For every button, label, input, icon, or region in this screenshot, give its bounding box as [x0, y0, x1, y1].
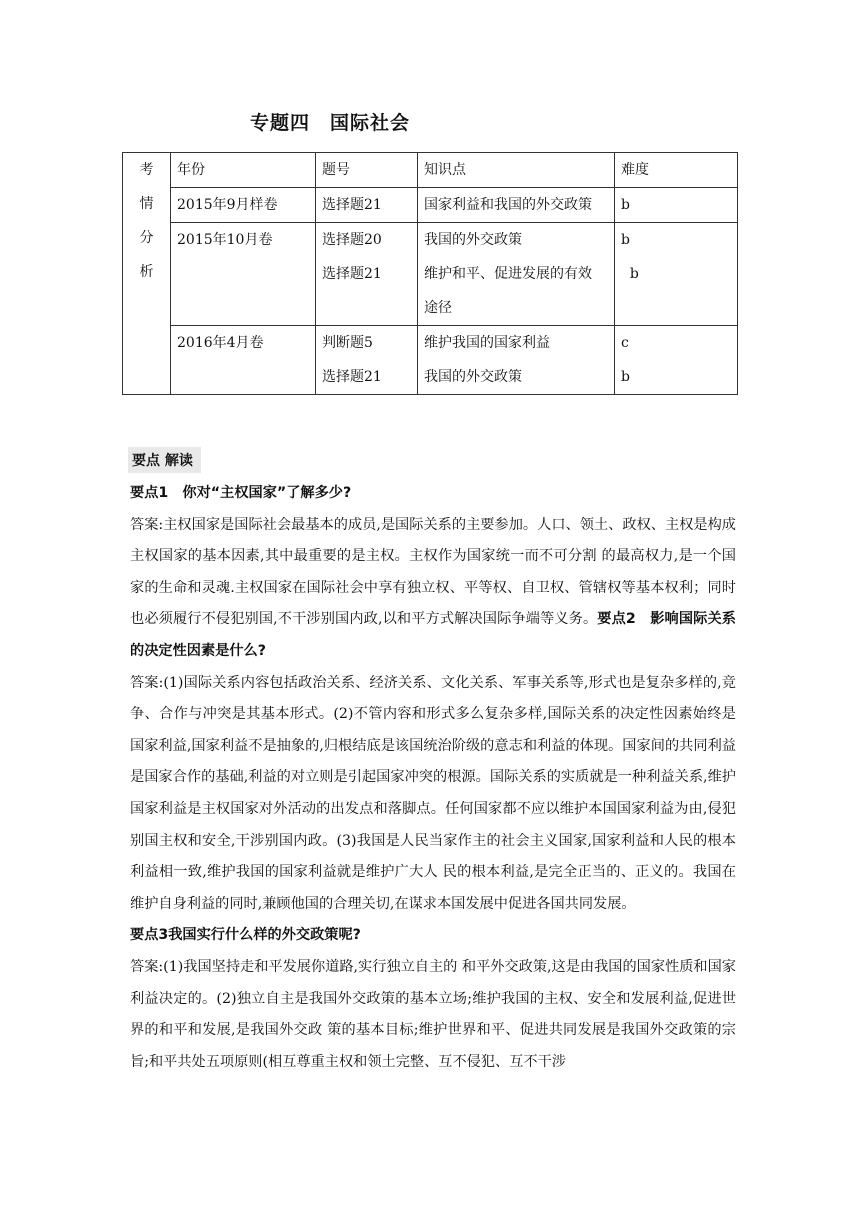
knowledge-line: 维护和平、促进发展的有效: [424, 266, 592, 282]
table-row: [123, 223, 738, 326]
cell-number: [316, 188, 418, 223]
cell-knowledge: [418, 188, 615, 223]
number-line: 选择题21: [322, 266, 382, 282]
cell-year: 2015年10月卷: [171, 223, 316, 326]
cell-knowledge: [418, 223, 615, 326]
header-number: 题号: [316, 153, 418, 188]
side-label-char: 考: [139, 162, 154, 178]
header-year: 年份: [171, 153, 316, 188]
knowledge-line: 途径: [424, 300, 452, 316]
knowledge-line: 国家利益和我国的外交政策: [424, 197, 592, 213]
exam-analysis-table: [122, 152, 738, 395]
header-difficulty: 难度: [615, 153, 738, 188]
number-line: 选择题21: [322, 369, 382, 385]
page-title: 专题四 国际社会: [250, 112, 411, 134]
difficulty-line: b: [621, 197, 630, 213]
side-label-char: 情: [139, 196, 154, 212]
side-label-char: 分: [139, 230, 154, 246]
point-question: 要点1 你对“主权国家”了解多少?: [130, 485, 352, 501]
cell-difficulty: [615, 188, 738, 223]
table-header-row: [123, 153, 738, 188]
knowledge-line: 我国的外交政策: [424, 369, 522, 385]
cell-difficulty: [615, 326, 738, 395]
section-tag: 要点 解读: [128, 447, 201, 473]
point-answer: 答案:(1)国际关系内容包括政治关系、经济关系、文化关系、军事关系等,形式也是复杂多样的,竞争、合作与冲突是其基本形式。(2)不管内容和形式多么复杂多样,国际关系的决定性因素始终是国家利益,国家利益不是抽象的,归根结底是该国统治阶级的意志和利益的体现。国家间的共同利益是国家合作的基础,利益的对立则是引起国家冲突的根源。国际关系的实质就是一种利益关系,维护国家利益是主权国家对外活动的出发点和落脚点。任何国家都不应以维护本国国家利益为由,侵犯别国主权和安全,干涉别国内政。(3)我国是人民当家作主的社会主义国家,国家利益和人民的根本利益相一致,维护我国的国家利益就是维护广大人 民的根本利益,是完全正当的、正义的。我国在维护自身利益的同时,兼顾他国的合理关切,在谋求本国发展中促进各国共同发展。: [130, 674, 736, 912]
point-answer: 答案:(1)我国坚持走和平发展你道路,实行独立自主的 和平外交政策,这是由我国的国家性质和国家利益决定的。(2)独立自主是我国外交政策的基本立场;维护我国的主权、安全和发展利益,促进世界的和平和发展,是我国外交政 策的基本目标;维护世界和平、促进共同发展是我国外交政策的宗旨;和平共处五项原则(相互尊重主权和领土完整、互不侵犯、互不干涉: [130, 958, 736, 1070]
difficulty-line: b: [621, 369, 630, 385]
header-knowledge: 知识点: [418, 153, 615, 188]
cell-knowledge: [418, 326, 615, 395]
difficulty-line: b: [621, 232, 630, 248]
table-row: [123, 188, 738, 223]
difficulty-line: c: [621, 335, 629, 351]
cell-year: 2015年9月样卷: [171, 188, 316, 223]
point-question-inline: 要点2 影响国际关系的决定性因素是什么?: [130, 611, 736, 659]
knowledge-line: 维护我国的国家利益: [424, 335, 550, 351]
point-question: 要点3我国实行什么样的外交政策呢?: [130, 927, 361, 944]
side-label-cell: [123, 153, 171, 395]
point-answer: [130, 510, 736, 668]
cell-difficulty: [615, 223, 738, 326]
table-row: [123, 326, 738, 395]
answer-text: 答案:主权国家是国际社会最基本的成员,是国际关系的主要参加。人口、领土、政权、主权是构成主权国家的基本因素,其中最重要的是主权。主权作为国家统一而不可分割 的最高权力,是一个国家的生命和灵魂.主权国家在国际社会中享有独立权、平等权、自卫权、管辖权等基本权利；同时也必须履行不侵犯别国,不干涉别国内政,以和平方式解决国际争端等义务。: [130, 516, 736, 628]
cell-year: 2016年4月卷: [171, 326, 316, 395]
cell-number: [316, 326, 418, 395]
number-line: 选择题20: [322, 232, 382, 248]
difficulty-line: b: [621, 266, 639, 282]
document-body: [130, 478, 736, 1078]
cell-number: [316, 223, 418, 326]
number-line: 选择题21: [322, 197, 382, 213]
side-label-char: 析: [139, 264, 154, 280]
number-line: 判断题5: [322, 335, 373, 351]
knowledge-line: 我国的外交政策: [424, 232, 522, 248]
